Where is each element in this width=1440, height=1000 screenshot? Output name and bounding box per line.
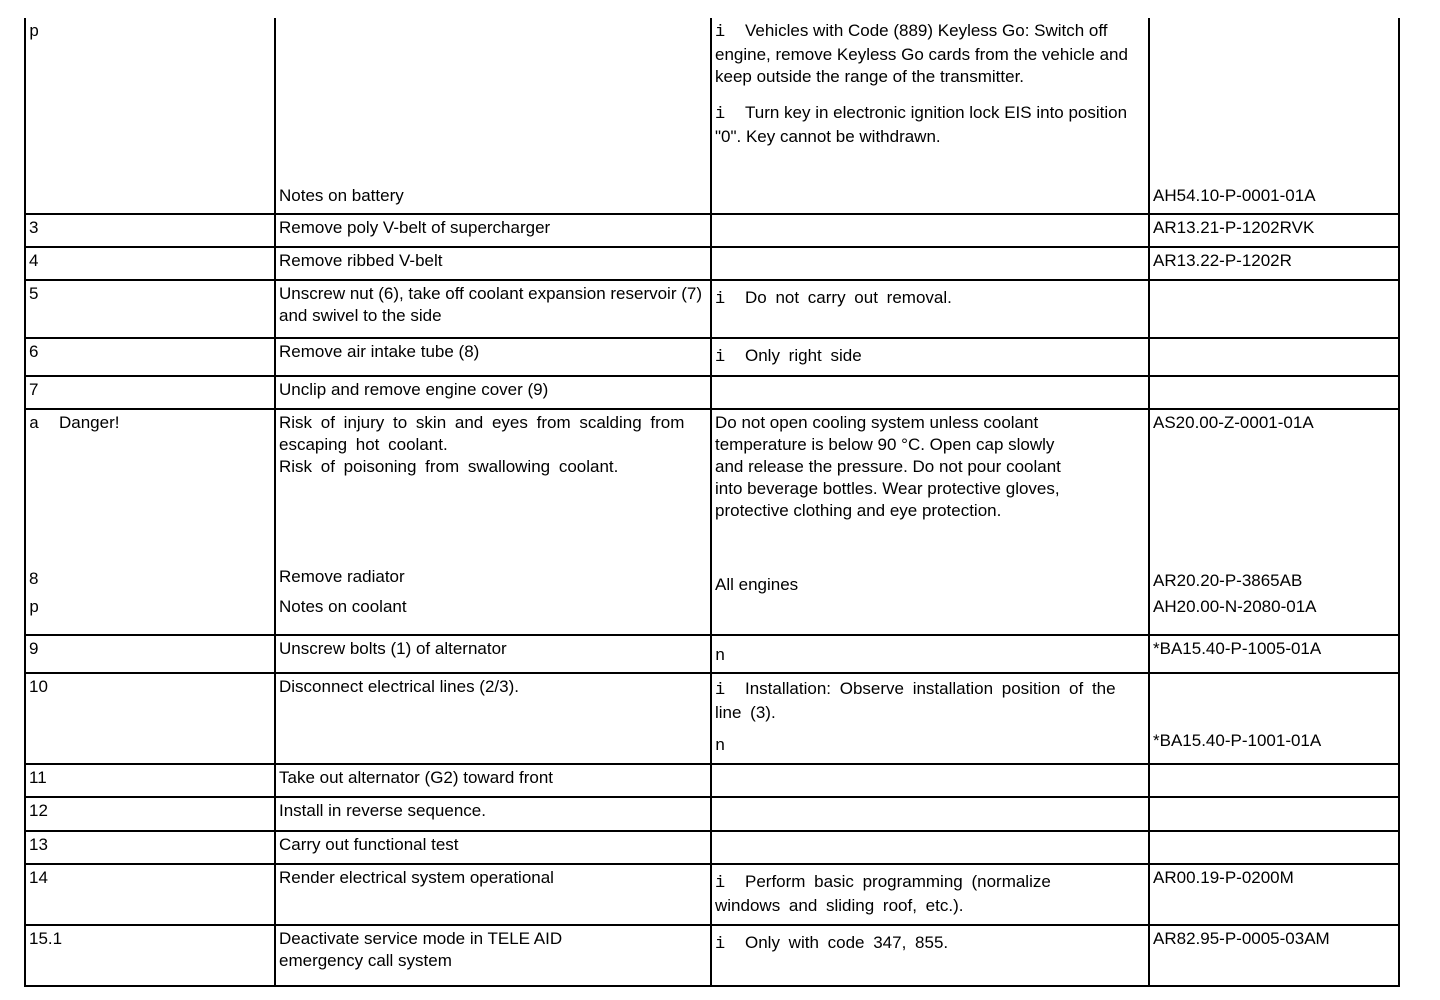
notes-cell	[711, 635, 1149, 673]
action-text: Remove radiator	[279, 567, 405, 586]
step-number: 15.1	[29, 929, 63, 948]
action-text: Take out alternator (G2) toward front	[279, 768, 554, 787]
reference-link[interactable]: AH54.10-P-0001-01A	[1153, 186, 1316, 205]
note-text: Turn key in electronic ignition lock EIS into position "0". Key cannot be withdrawn.	[715, 103, 1128, 146]
action-text: Render electrical system operational	[279, 868, 554, 887]
notes-cell	[711, 673, 1149, 764]
step-number: 3	[29, 218, 39, 237]
notes-cell	[711, 280, 1149, 338]
step-cell	[25, 18, 275, 214]
table-row	[25, 673, 1399, 764]
info-note	[715, 20, 1145, 88]
action-text: Remove ribbed V-belt	[279, 251, 443, 270]
notes-cell	[711, 925, 1149, 986]
table-row	[25, 409, 1399, 635]
step-number: 7	[29, 380, 39, 399]
notes-cell	[711, 18, 1149, 214]
reference-link[interactable]: AR00.19-P-0200M	[1153, 868, 1294, 887]
step-number: 14	[29, 868, 48, 887]
reference-cell	[1149, 673, 1399, 764]
step-number: 12	[29, 801, 48, 820]
notes-cell	[711, 247, 1149, 280]
table-row	[25, 18, 1399, 214]
action-cell	[275, 280, 711, 338]
notes-cell	[711, 214, 1149, 247]
action-cell	[275, 635, 711, 673]
step-number: 13	[29, 835, 48, 854]
action-text: Unscrew nut (6), take off coolant expansion reservoir (7) and swivel to the side	[279, 284, 702, 325]
table-row	[25, 247, 1399, 280]
step-number: 4	[29, 251, 39, 270]
notes-cell	[711, 831, 1149, 864]
note-icon: n	[715, 737, 726, 756]
action-text: Notes on battery	[279, 186, 404, 205]
table-row	[25, 831, 1399, 864]
reference-cell	[1149, 409, 1399, 635]
procedure-table	[24, 18, 1400, 987]
action-cell	[275, 18, 711, 214]
danger-icon: a	[29, 415, 40, 434]
table-row	[25, 376, 1399, 409]
action-cell	[275, 376, 711, 409]
reference-cell	[1149, 247, 1399, 280]
step-cell	[25, 864, 275, 925]
step-cell	[25, 831, 275, 864]
action-cell	[275, 925, 711, 986]
action-text: Remove poly V-belt of supercharger	[279, 218, 551, 237]
info-icon: i	[715, 105, 726, 124]
action-cell	[275, 797, 711, 831]
step-cell	[25, 925, 275, 986]
note-text: Only right side	[745, 346, 862, 365]
action-cell	[275, 673, 711, 764]
table-row	[25, 214, 1399, 247]
step-cell	[25, 764, 275, 797]
procedure-document	[24, 18, 1398, 987]
action-text: Install in reverse sequence.	[279, 801, 486, 820]
step-number: 11	[29, 768, 47, 787]
action-text: Deactivate service mode in TELE AID emergency call system	[279, 929, 563, 970]
reference-link[interactable]: *BA15.40-P-1005-01A	[1153, 639, 1322, 658]
notes-cell	[711, 797, 1149, 831]
note-text: Do not carry out removal.	[745, 288, 952, 307]
action-cell	[275, 864, 711, 925]
action-cell	[275, 409, 711, 635]
reference-cell	[1149, 18, 1399, 214]
step-cell	[25, 635, 275, 673]
action-cell	[275, 214, 711, 247]
procedure-symbol: p	[29, 23, 40, 42]
info-note	[715, 102, 1145, 148]
note-text: Perform basic programming (normalize windows and sliding roof, etc.).	[715, 872, 1051, 915]
notes-cell	[711, 864, 1149, 925]
step-cell	[25, 409, 275, 635]
info-icon: i	[715, 935, 726, 954]
table-row	[25, 635, 1399, 673]
step-cell	[25, 214, 275, 247]
table-row	[25, 864, 1399, 925]
action-cell	[275, 247, 711, 280]
notes-cell	[711, 764, 1149, 797]
step-number: 5	[29, 284, 39, 303]
step-number: 9	[29, 639, 39, 658]
reference-cell	[1149, 925, 1399, 986]
note-text: Vehicles with Code (889) Keyless Go: Switch off engine, remove Keyless Go cards from the vehicle and keep outside the range of the transmitter.	[715, 21, 1128, 86]
info-icon: i	[715, 290, 726, 309]
info-icon: i	[715, 874, 726, 893]
step-number: 8	[29, 569, 39, 588]
reference-cell	[1149, 280, 1399, 338]
action-cell	[275, 831, 711, 864]
reference-link[interactable]: AR13.21-P-1202RVK	[1153, 218, 1315, 237]
danger-measures: Do not open cooling system unless coolant temperature is below 90 °C. Open cap slowly and release the pressure. Do not pour coolant into beverage bottles. Wear protective gloves, protective clothing and eye protection.	[715, 413, 1061, 520]
reference-cell	[1149, 831, 1399, 864]
reference-link[interactable]: AR13.22-P-1202R	[1153, 251, 1292, 270]
step-cell	[25, 673, 275, 764]
action-cell	[275, 764, 711, 797]
step-cell	[25, 797, 275, 831]
table-row	[25, 338, 1399, 376]
notes-cell	[711, 376, 1149, 409]
reference-link[interactable]: AH20.00-N-2080-01A	[1153, 597, 1317, 616]
note-text: All engines	[715, 575, 799, 594]
step-cell	[25, 280, 275, 338]
table-row	[25, 797, 1399, 831]
reference-cell	[1149, 635, 1399, 673]
info-icon: i	[715, 348, 726, 367]
note-icon: n	[715, 647, 726, 666]
reference-link[interactable]: AR20.20-P-3865AB	[1153, 571, 1303, 590]
reference-cell	[1149, 797, 1399, 831]
table-row	[25, 764, 1399, 797]
table-row	[25, 925, 1399, 986]
step-cell	[25, 247, 275, 280]
step-number: 10	[29, 677, 48, 696]
action-text: Remove air intake tube (8)	[279, 342, 480, 361]
action-cell	[275, 338, 711, 376]
reference-cell	[1149, 338, 1399, 376]
action-text: Notes on coolant	[279, 597, 407, 616]
danger-risk: Risk of poisoning from swallowing coolant.	[279, 457, 619, 476]
action-text: Unclip and remove engine cover (9)	[279, 380, 549, 399]
action-text: Unscrew bolts (1) of alternator	[279, 639, 507, 658]
info-icon: i	[715, 23, 726, 42]
notes-cell	[711, 338, 1149, 376]
note-text: Only with code 347, 855.	[745, 933, 949, 952]
danger-label: Danger!	[59, 413, 120, 432]
action-text: Carry out functional test	[279, 835, 459, 854]
danger-risk: Risk of injury to skin and eyes from scalding from escaping hot coolant.	[279, 413, 685, 454]
reference-cell	[1149, 864, 1399, 925]
reference-link[interactable]: *BA15.40-P-1001-01A	[1153, 731, 1322, 750]
reference-link[interactable]: AS20.00-Z-0001-01A	[1153, 413, 1314, 432]
notes-cell	[711, 409, 1149, 635]
step-number: 6	[29, 342, 39, 361]
info-icon: i	[715, 681, 726, 700]
step-cell	[25, 338, 275, 376]
reference-cell	[1149, 376, 1399, 409]
step-cell	[25, 376, 275, 409]
procedure-symbol: p	[29, 599, 40, 618]
reference-cell	[1149, 764, 1399, 797]
reference-link[interactable]: AR82.95-P-0005-03AM	[1153, 929, 1330, 948]
note-text: Installation: Observe installation position of the line (3).	[715, 679, 1116, 722]
table-row	[25, 280, 1399, 338]
reference-cell	[1149, 214, 1399, 247]
action-text: Disconnect electrical lines (2/3).	[279, 677, 519, 696]
danger-warning	[29, 412, 271, 436]
